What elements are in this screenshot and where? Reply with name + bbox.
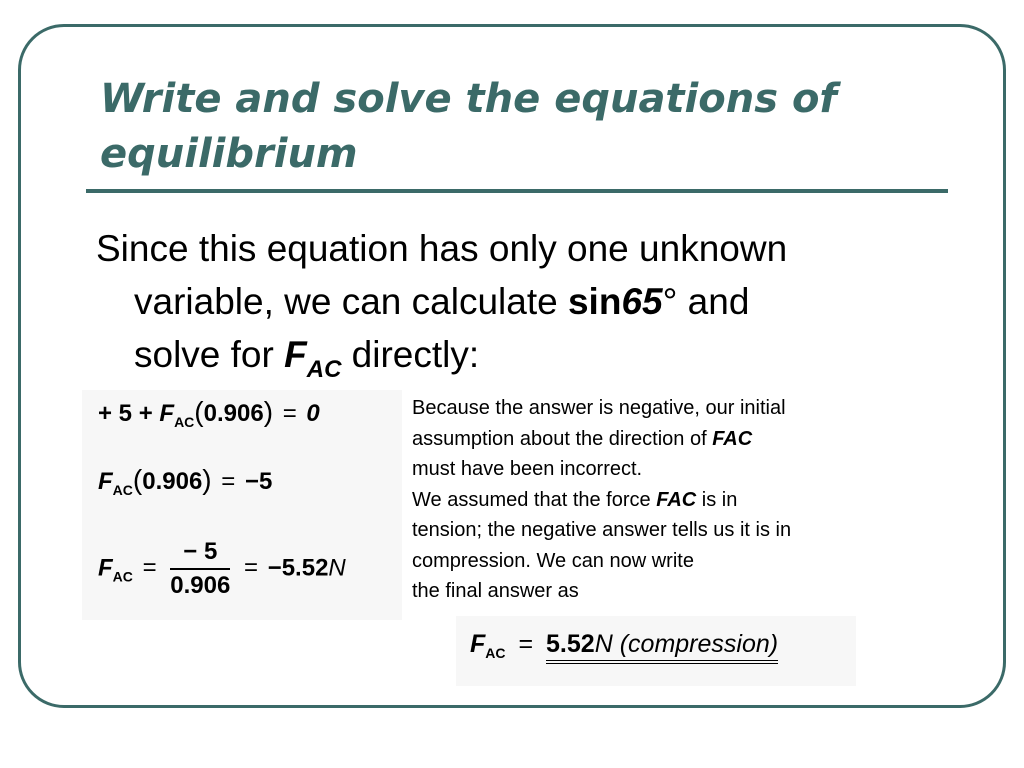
eq1-var: F <box>159 400 175 427</box>
note-line-5: tension; the negative answer tells us it is in <box>412 519 792 541</box>
force-symbol: F <box>284 334 307 375</box>
answer-equals: = <box>518 630 534 658</box>
note-line-7: the final answer as <box>412 580 579 602</box>
note-line-2: assumption about the direction of <box>412 427 713 450</box>
eq1-coef: 0.906 <box>203 400 264 427</box>
note-line-1: Because the answer is negative, our initial <box>412 397 786 419</box>
body-line-2-end: and <box>677 281 750 322</box>
note-line-6: compression. We can now write <box>412 549 694 572</box>
body-line-3 <box>96 328 946 396</box>
sin-label: sin <box>567 281 622 322</box>
note-line-4-end: is in <box>696 488 738 511</box>
answer-sub: AC <box>485 645 506 661</box>
final-answer <box>470 630 778 661</box>
force-subscript: AC <box>306 356 342 383</box>
eq3-denominator: 0.906 <box>170 572 231 599</box>
body-line-2-text: variable, we can calculate <box>134 281 568 322</box>
eq3-equals-2: = <box>244 554 259 582</box>
note-line-3: must have been incorrect. <box>412 458 643 480</box>
eq3-sub: AC <box>112 568 133 585</box>
eq3-fraction <box>170 538 230 600</box>
eq3-numerator: − 5 <box>170 538 230 570</box>
angle-value: 65 <box>621 281 663 322</box>
eq2-coef: 0.906 <box>142 468 203 495</box>
note-line-4: We assumed that the force <box>412 488 657 511</box>
equation-2: $F_{AC}(0.906) = -5$ <box>98 464 273 498</box>
final-answer-panel <box>456 616 856 686</box>
eq2-var: F <box>98 468 113 495</box>
explanation-note <box>412 393 912 607</box>
answer-value-underlined <box>546 630 778 664</box>
body-line-3-text: solve for <box>134 334 285 375</box>
equation-1: + $5 + F_{AC}(0.906) = 0$ <box>98 396 320 430</box>
body-line-3-end: directly: <box>341 334 480 375</box>
eq2-sub: AC <box>112 482 133 498</box>
equation-3 <box>98 538 346 600</box>
body-paragraph <box>96 222 946 396</box>
degree-symbol: ° <box>662 281 678 322</box>
eq1-rhs: 0 <box>306 400 320 427</box>
eq1-sub: AC <box>174 414 195 430</box>
answer-var: F <box>470 630 486 658</box>
note-fac-1: FAC <box>712 427 753 450</box>
eq3-unit: N <box>328 554 346 582</box>
title-divider <box>86 189 948 193</box>
answer-unit: N <box>594 630 613 658</box>
eq3-var: F <box>98 554 113 582</box>
eq2-rhs: −5 <box>244 468 273 495</box>
eq1-equals: = <box>282 400 297 427</box>
eq3-result: −5.52 <box>267 554 329 582</box>
answer-value: 5.52 <box>546 630 595 658</box>
note-fac-2: FAC <box>656 488 697 511</box>
eq3-equals: = <box>142 554 157 582</box>
slide-title: Write and solve the equations of equilibrium <box>100 76 837 177</box>
eq2-equals: = <box>221 468 236 495</box>
answer-qualifier: (compression) <box>619 630 779 658</box>
eq1-prefix: + 5 + <box>98 400 153 427</box>
body-line-1: Since this equation has only one unknown <box>96 228 788 269</box>
body-line-2 <box>96 275 946 328</box>
equations-panel <box>82 390 402 620</box>
